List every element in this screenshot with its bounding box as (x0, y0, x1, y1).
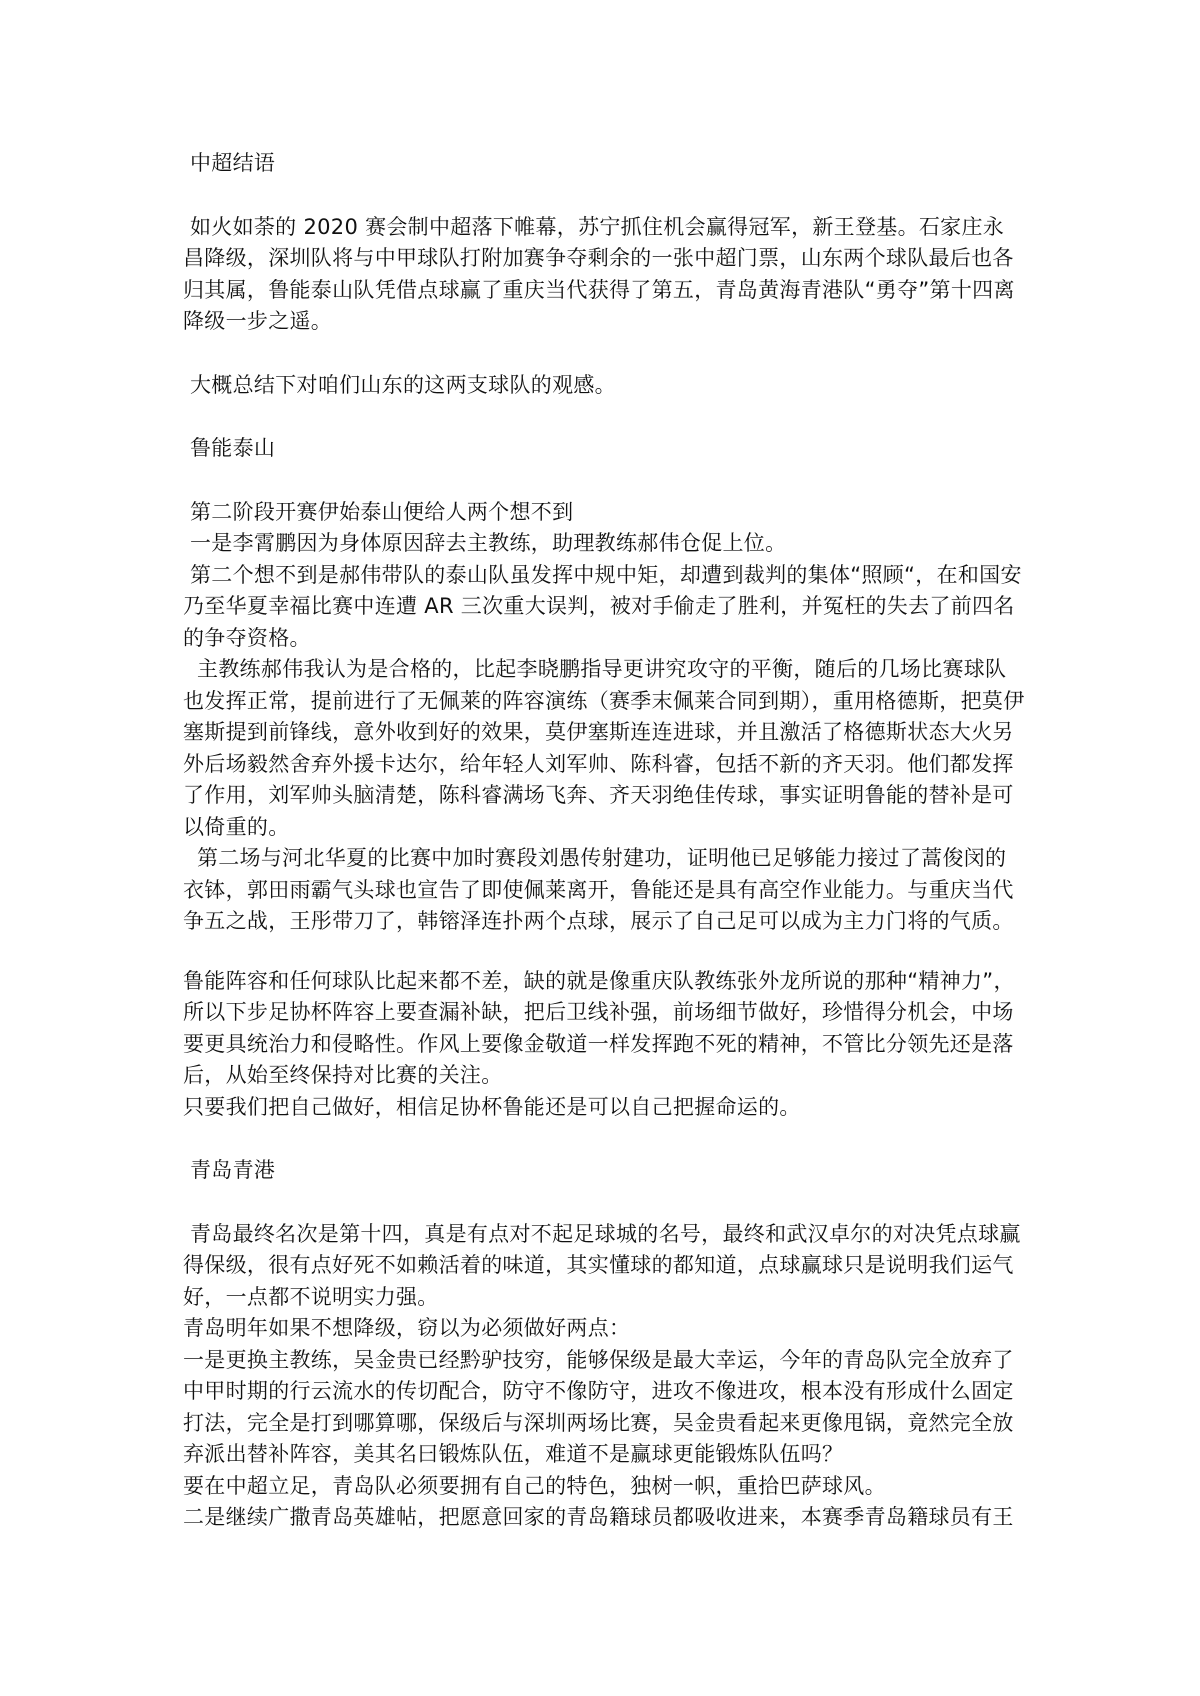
paragraph: 主教练郝伟我认为是合格的，比起李晓鹏指导更讲究攻守的平衡，随后的几场比赛球队也发挥正常，提前进行了无佩莱的阵容演练（赛季末佩莱合同到期），重用格德斯，把莫伊塞斯提到前锋线，意外收到好的效果，莫伊塞斯连连进球，并且激活了格德斯状态大火另外后场毅然舍弃外援卡达尔，给年轻人刘军帅、陈科睿，包括不新的齐天羽。他们都发挥了作用，刘军帅头脑清楚，陈科睿满场飞奔、齐天羽绝佳传球，事实证明鲁能的替补是可以倚重的。 (183, 657, 1025, 839)
paragraph: 只要我们把自己做好，相信足协杯鲁能还是可以自己把握命运的。 (183, 1094, 801, 1119)
paragraph-intro: 如火如荼的 2020 赛会制中超落下帷幕，苏宁抓住机会赢得冠军，新王登基。石家庄永昌降级，深圳队将与中甲球队打附加赛争夺剩余的一张中超门票，山东两个球队最后也各归其属，鲁能泰山队凭借点球赢了重庆当代获得了第五，青岛黄海青港队“勇夺”第十四离降级一步之遥。 (183, 214, 1015, 333)
paragraph: 第二场与河北华夏的比赛中加时赛段刘愚传射建功，证明他已足够能力接过了蒿俊闵的衣钵，郭田雨霸气头球也宣告了即使佩莱离开，鲁能还是具有高空作业能力。与重庆当代争五之战，王彤带刀了，韩镕泽连扑两个点球，展示了自己足可以成为主力门将的气质。 (183, 846, 1014, 933)
paragraph: 一是更换主教练，吴金贵已经黔驴技穷，能够保级是最大幸运，今年的青岛队完全放弃了中甲时期的行云流水的传切配合，防守不像防守，进攻不像进攻，根本没有形成什么固定打法，完全是打到哪算哪，保级后与深圳两场比赛，吴金贵看起来更像甩锅，竟然完全放弃派出替补阵容，美其名曰锻炼队伍，难道不是赢球更能锻炼队伍吗？ (183, 1347, 1014, 1466)
paragraph: 第二个想不到是郝伟带队的泰山队虽发挥中规中矩，却遭到裁判的集体“照顾“，在和国安乃至华夏幸福比赛中连遭 AR 三次重大误判，被对手偷走了胜利，并冤枉的失去了前四名的争夺资格。 (183, 562, 1022, 650)
paragraph: 青岛最终名次是第十四，真是有点对不起足球城的名号，最终和武汉卓尔的对决凭点球赢得保级，很有点好死不如赖活着的味道，其实懂球的都知道，点球赢球只是说明我们运气好，一点都不说明实力强。 (183, 1221, 1021, 1309)
paragraph: 青岛明年如果不想降级，窃以为必须做好两点： (183, 1316, 631, 1340)
section-heading-luneng: 鲁能泰山 (183, 436, 276, 460)
section-heading-qingdao: 青岛青港 (183, 1158, 276, 1182)
paragraph: 鲁能阵容和任何球队比起来都不差，缺的就是像重庆队教练张外龙所说的那种“精神力”，所以下步足协杯阵容上要查漏补缺，把后卫线补强，前场细节做好，珍惜得分机会，中场要更具统治力和侵略性。作风上要像金敬道一样发挥跑不死的精神，不管比分领先还是落后，从始至终保持对比赛的关注。 (183, 968, 1015, 1087)
paragraph: 第二阶段开赛伊始泰山便给人两个想不到 (183, 499, 574, 524)
document-body (183, 148, 1025, 1534)
paragraph: 二是继续广撒青岛英雄帖，把愿意回家的青岛籍球员都吸收进来，本赛季青岛籍球员有王 (183, 1505, 1014, 1529)
document-title: 中超结语 (183, 151, 276, 175)
paragraph: 一是李霄鹏因为身体原因辞去主教练，助理教练郝伟仓促上位。 (183, 531, 787, 555)
paragraph-summary: 大概总结下对咱们山东的这两支球队的观感。 (183, 372, 616, 397)
paragraph: 要在中超立足，青岛队必须要拥有自己的特色，独树一帜，重拾巴萨球风。 (183, 1473, 886, 1498)
